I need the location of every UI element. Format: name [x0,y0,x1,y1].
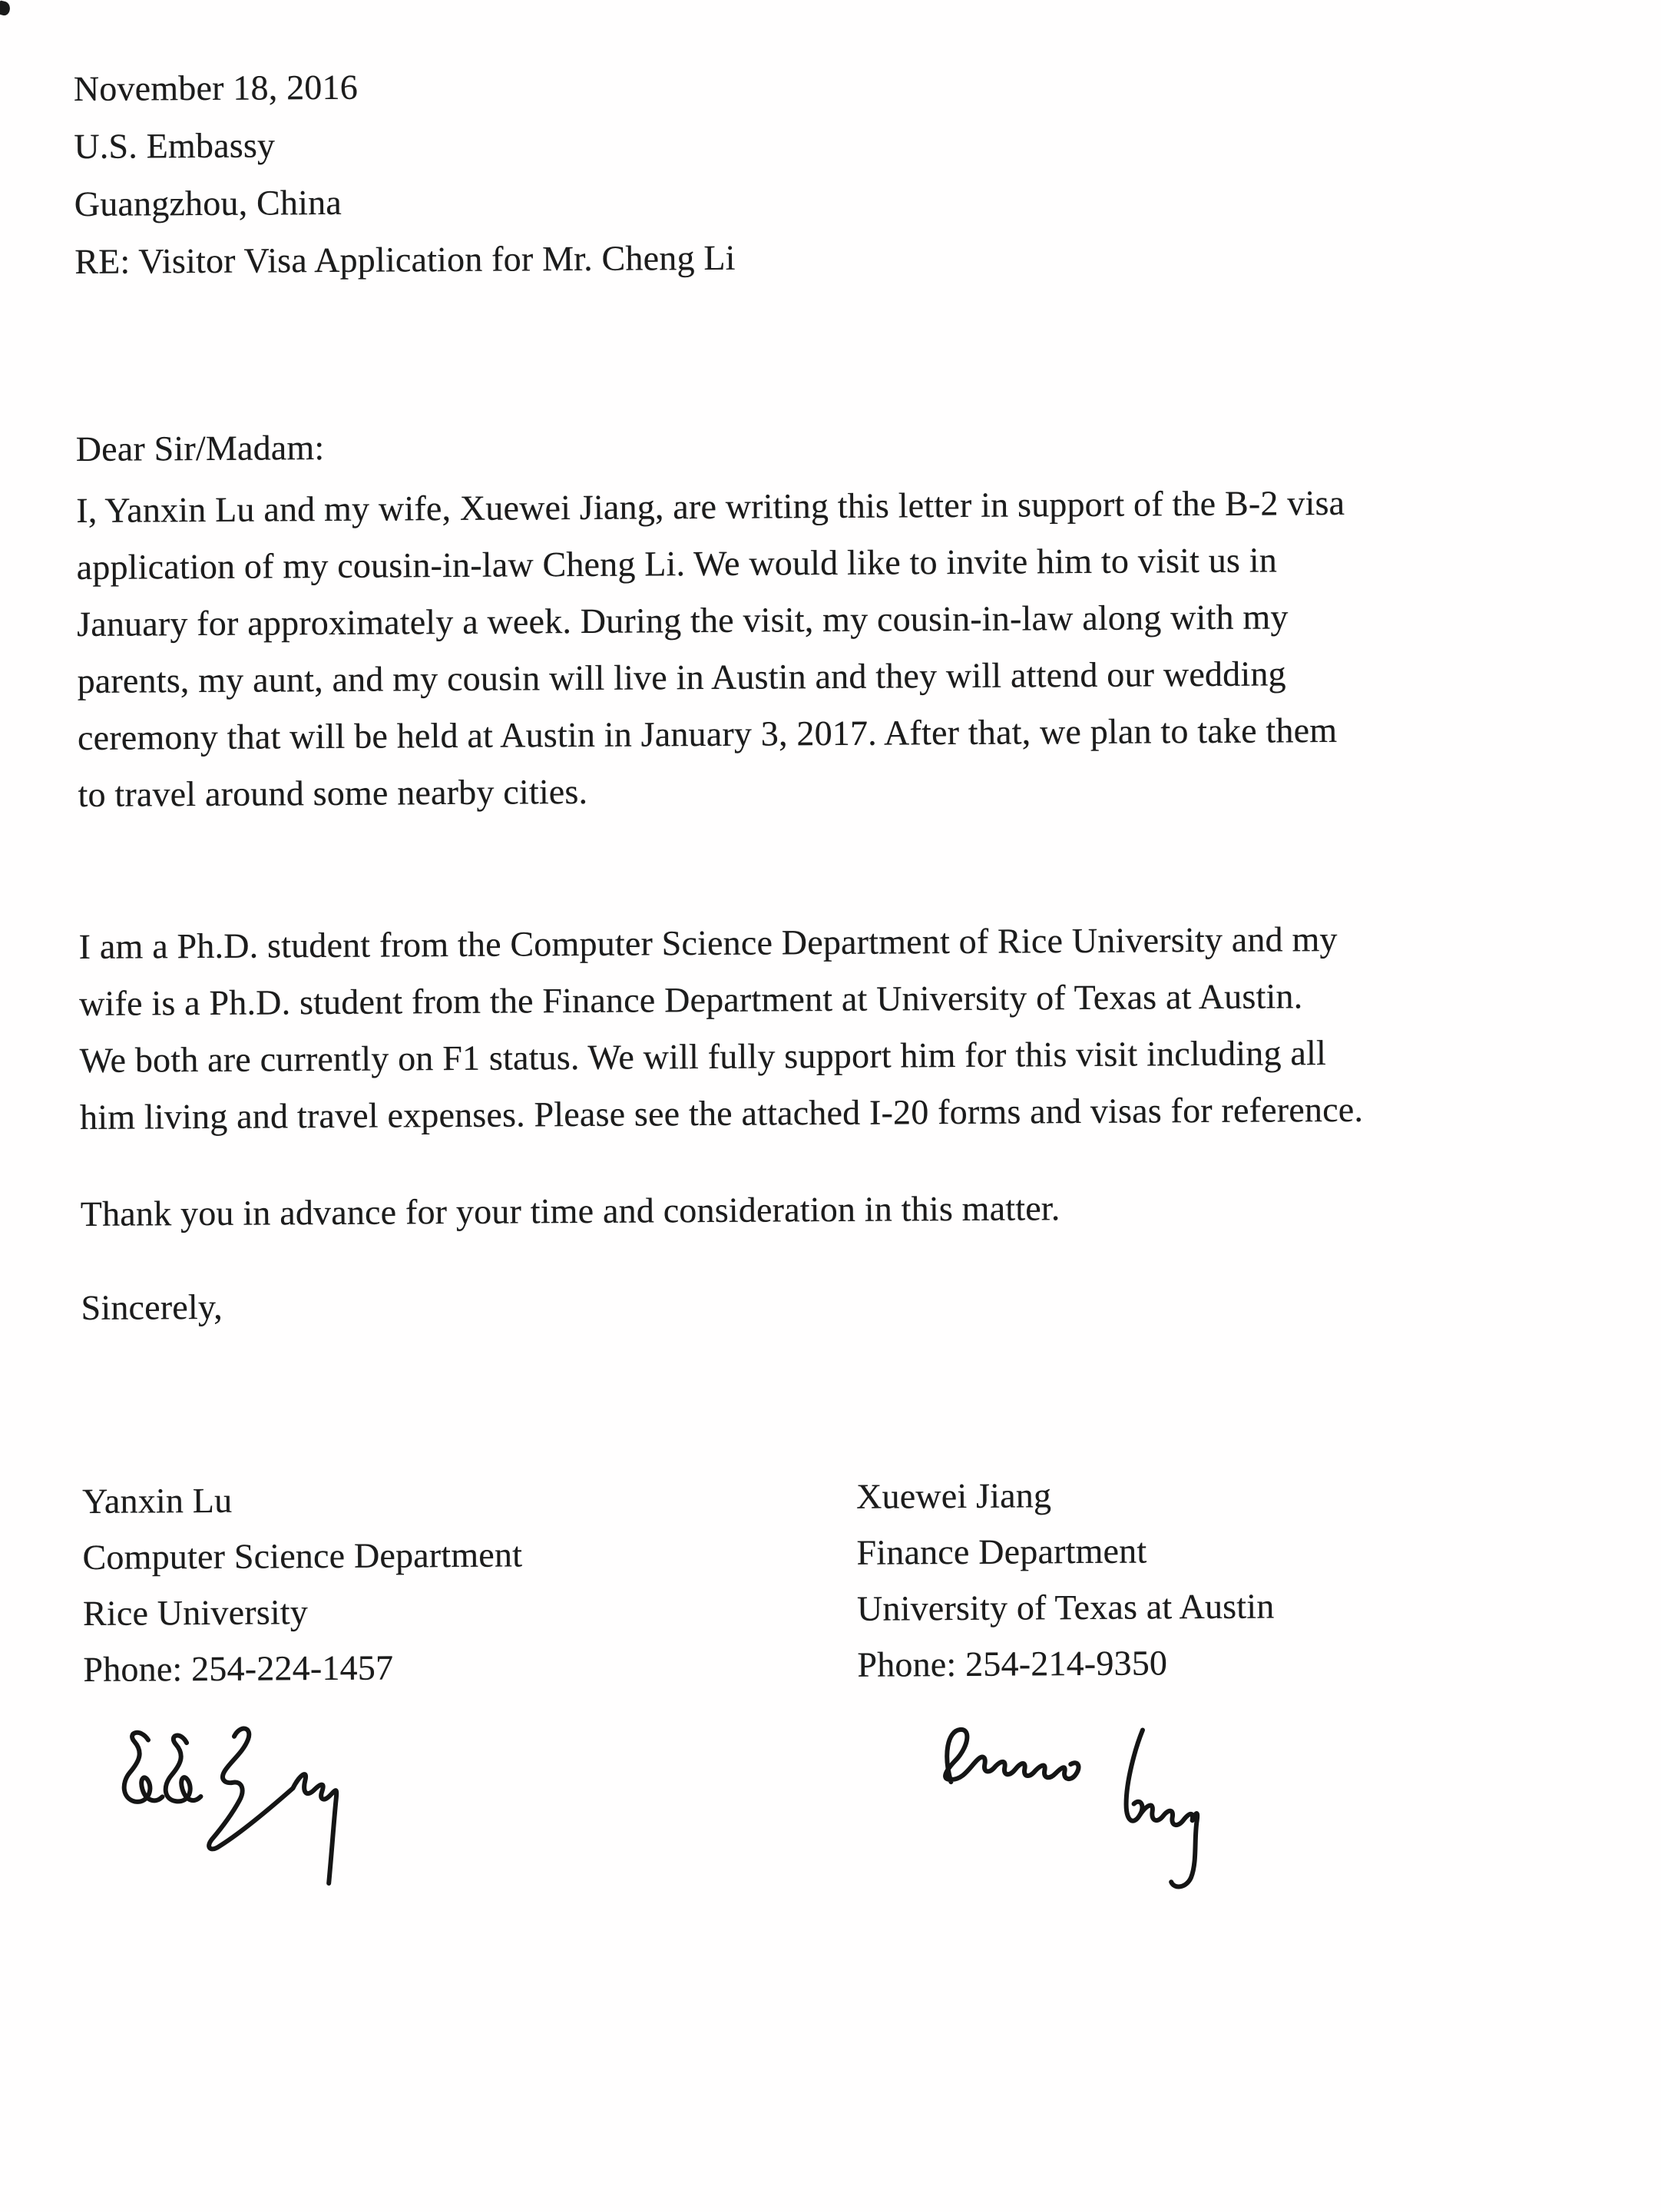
text-line: ceremony that will be held at Austin in January 3, 2017. After that, we plan to take them [77,710,1338,757]
salutation: Dear Sir/Madam: [75,428,325,469]
signature-stroke [1126,1730,1143,1821]
signatory-institution: University of Texas at Austin [856,1586,1275,1628]
signatory-phone: Phone: 254-224-1457 [83,1647,394,1689]
signature-stroke [208,1728,293,1849]
signatory-name: Yanxin Lu [81,1480,233,1521]
signoff: Sincerely, [81,1286,223,1327]
subject-line: RE: Visitor Visa Application for Mr. Cheng Li [74,237,736,281]
text-line: parents, my aunt, and my cousin will live in Austin and they will attend our wedding [77,654,1286,700]
text-line: wife is a Ph.D. student from the Finance Department at University of Texas at Austin. [79,976,1303,1023]
text-line: I, Yanxin Lu and my wife, Xuewei Jiang, are writing this letter in support of the B-2 visa [76,482,1345,530]
signature-stroke [1140,1805,1193,1825]
signature-stroke [124,1733,162,1802]
text-line: We both are currently on F1 status. We will fully support him for this visit including all [79,1033,1327,1080]
text-line: to travel around some nearby cities. [78,771,588,814]
signature-stroke [293,1774,337,1883]
signature-xuewei-jiang-ink [920,1707,1229,1896]
signature-yanxin-lu-ink [119,1720,350,1897]
signatory-name: Xuewei Jiang [855,1475,1052,1516]
signatory-institution: Rice University [82,1592,309,1633]
text-line: application of my cousin-in-law Cheng Li. We would like to invite him to visit us in [76,540,1278,587]
signature-stroke [945,1729,1079,1782]
text-line: him living and travel expenses. Please see the attached I-20 forms and visas for reference. [79,1089,1364,1137]
body-paragraph-2 [78,911,1363,1146]
signatory-block-xuewei-jiang [856,1465,1275,1692]
body-paragraph-1 [76,475,1347,823]
signatory-department: Computer Science Department [82,1535,523,1577]
signature-stroke [165,1735,200,1801]
closing-line: Thank you in advance for your time and consideration in this matter. [80,1188,1060,1233]
text-line: January for approximately a week. During the visit, my cousin-in-law along with my [76,597,1289,644]
recipient-line: U.S. Embassy [74,125,276,166]
signatory-phone: Phone: 254-214-9350 [857,1643,1168,1684]
recipient-city-line: Guangzhou, China [74,182,342,224]
text-line: I am a Ph.D. student from the Computer Science Department of Rice University and my [78,919,1338,966]
signatory-department: Finance Department [856,1531,1147,1572]
letter-header [74,56,736,290]
date-line: November 18, 2016 [73,67,359,108]
signatory-block-yanxin-lu [82,1470,523,1697]
